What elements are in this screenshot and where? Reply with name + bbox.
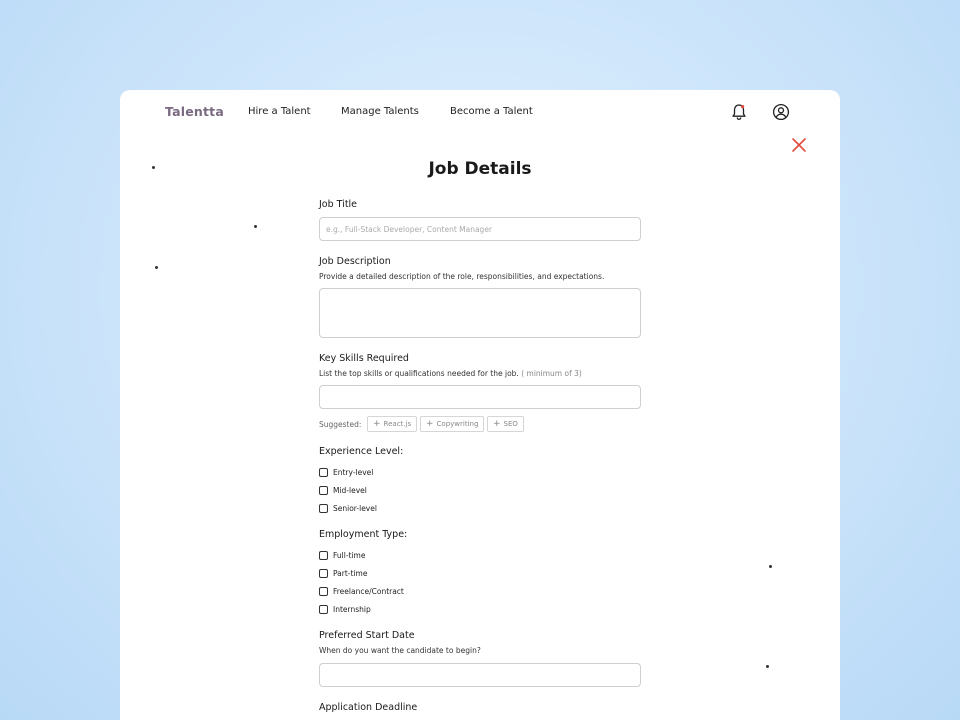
page-title: Job Details [428, 159, 532, 179]
experience-option-mid[interactable] [319, 486, 367, 495]
checkbox[interactable] [319, 486, 328, 495]
key-skills-label: Key Skills Required [319, 353, 409, 364]
suggested-label: Suggested: [319, 420, 362, 429]
job-details-card [120, 90, 840, 720]
user-circle-icon[interactable] [771, 102, 791, 122]
nav-link-manage-talents[interactable]: Manage Talents [341, 106, 419, 117]
checkbox[interactable] [319, 587, 328, 596]
start-date-input[interactable] [319, 663, 641, 687]
suggestion-chip-copywriting[interactable] [420, 416, 484, 432]
checkbox[interactable] [319, 551, 328, 560]
application-deadline-label: Application Deadline [319, 702, 418, 713]
top-nav [120, 90, 840, 136]
decor-dot [766, 665, 769, 668]
checkbox[interactable] [319, 605, 328, 614]
job-description-textarea[interactable] [319, 288, 641, 338]
plus-icon: + [426, 419, 434, 429]
employment-option-freelance[interactable] [319, 587, 404, 596]
checkbox[interactable] [319, 468, 328, 477]
checkbox[interactable] [319, 504, 328, 513]
employment-option-part-time[interactable] [319, 569, 367, 578]
close-icon[interactable] [790, 136, 808, 154]
experience-level-label: Experience Level: [319, 446, 404, 457]
suggestion-chip-label: Copywriting [436, 420, 479, 428]
start-date-hint: When do you want the candidate to begin? [319, 646, 481, 655]
plus-icon: + [493, 419, 501, 429]
checkbox[interactable] [319, 569, 328, 578]
plus-icon: + [373, 419, 381, 429]
key-skills-input[interactable] [319, 385, 641, 409]
experience-option-senior[interactable] [319, 504, 377, 513]
decor-dot [769, 565, 772, 568]
suggestion-chip-seo[interactable] [487, 416, 524, 432]
start-date-label: Preferred Start Date [319, 630, 415, 641]
decor-dot [155, 266, 158, 269]
employment-option-full-time[interactable] [319, 551, 365, 560]
job-description-hint: Provide a detailed description of the role, responsibilities, and expectations. [319, 272, 605, 281]
key-skills-hint [319, 369, 582, 378]
employment-option-internship[interactable] [319, 605, 371, 614]
nav-link-hire-talent[interactable]: Hire a Talent [248, 106, 311, 117]
key-skills-hint-minimum: ( minimum of 3) [521, 369, 582, 378]
employment-type-label: Employment Type: [319, 529, 408, 540]
suggestion-chip-react[interactable] [367, 416, 417, 432]
job-description-label: Job Description [319, 256, 391, 267]
brand-logo[interactable]: Talentta [165, 104, 224, 119]
nav-link-become-talent[interactable]: Become a Talent [450, 106, 533, 117]
bell-icon[interactable] [729, 102, 749, 122]
suggestion-chip-label: React.js [383, 420, 412, 428]
suggestion-chip-label: SEO [503, 420, 518, 428]
experience-option-entry[interactable] [319, 468, 373, 477]
option-label: Senior-level [333, 504, 377, 513]
decor-dot [254, 225, 257, 228]
job-title-input[interactable] [319, 217, 641, 241]
job-title-label: Job Title [319, 199, 358, 210]
key-skills-hint-text: List the top skills or qualifications needed for the job. [319, 369, 519, 378]
option-label: Freelance/Contract [333, 587, 404, 596]
option-label: Mid-level [333, 486, 367, 495]
option-label: Entry-level [333, 468, 374, 477]
option-label: Part-time [333, 569, 368, 578]
option-label: Full-time [333, 551, 366, 560]
option-label: Internship [333, 605, 371, 614]
